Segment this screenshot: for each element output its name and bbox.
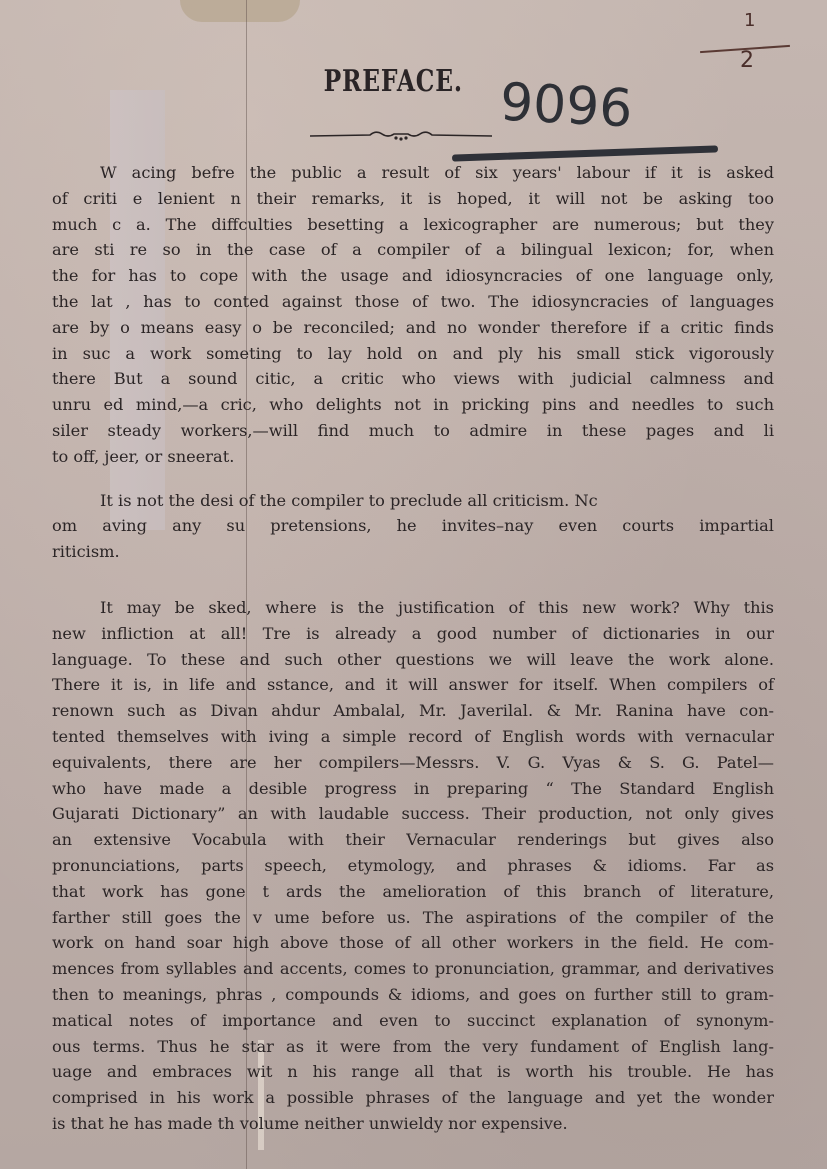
text-line: language. To these and such other questions we will leave the work alone. [52,649,774,669]
text-line: much c a. The diffculties besetting a lexicographer are numerous; but they [52,214,774,234]
water-stain [180,0,300,22]
text-line: work on hand soar high above those of all other workers in the field. He com- [52,933,774,953]
text-line: is that he has made th volume neither unwieldy nor expensive. [52,1113,568,1133]
handwritten-number: 9096 [498,72,634,140]
text-line: equivalents, there are her compilers—Messrs. V. G. Vyas & S. G. Patel— [52,752,774,772]
text-line: siler steady workers,—will find much to admire in these pages and li [52,420,774,440]
text-line: It is not the desi of the compiler to preclude all criticism. Nc [100,490,598,510]
text-line: unru ed mind,—a cric, who delights not in pricking pins and needles to such [52,395,774,415]
text-line: There it is, in life and sstance, and it will answer for itself. When compilers of [52,675,774,695]
text-line: uage and embraces wit n his range all that is worth his trouble. He has [52,1062,774,1082]
fraction-numerator: 1 [744,10,756,31]
text-line: are sti re so in the case of a compiler of a bilingual lexicon; for, when [52,240,774,260]
page-heading [0,64,827,99]
text-line: Gujarati Dictionary” an with laudable success. Their production, not only gives [52,804,774,824]
text-line: renown such as Divan ahdur Ambalal, Mr. Javerilal. & Mr. Ranina have con- [52,701,774,721]
text-line: to off, jeer, or sneerat. [52,446,235,466]
text-line: matical notes of importance and even to succinct explanation of synonym- [52,1010,774,1030]
fraction-denominator: 2 [740,48,754,73]
text-line: the lat , has to conted against those of two. The idiosyncracies of languages [52,291,774,311]
text-line: comprised in his work a possible phrases of the language and yet the wonder [52,1088,774,1108]
text-line: there But a sound citic, a critic who views with judicial calmness and [52,369,774,389]
paragraph-2 [52,488,774,565]
text-line: in suc a work someting to lay hold on and ply his small stick vigorously [52,343,774,363]
text-line: pronunciations, parts speech, etymology, and phrases & idioms. Far as [52,855,774,875]
text-line: tented themselves with iving a simple record of English words with vernacular [52,726,774,746]
text-line: mences from syllables and accents, comes to pronunciation, grammar, and derivatives [52,959,774,979]
page-title: PREFACE. [323,64,464,99]
text-line: W acing befre the public a result of six years' labour if it is asked [100,163,774,182]
text-line: of criti e lenient n their remarks, it is hoped, it will not be asking too [52,188,774,208]
ornament-divider-icon [310,128,492,142]
preface-body [52,160,774,1137]
text-line: farther still goes the v ume before us. The aspirations of the compiler of the [52,907,774,927]
text-line: riticism. [52,542,120,562]
text-line: It may be sked, where is the justification of this new work? Why this [100,597,774,617]
text-line: new infliction at all! Tre is already a good number of dictionaries in our [52,623,774,643]
text-line: the for has to cope with the usage and idiosyncracies of one language only, [52,266,774,286]
paragraph-3 [52,595,774,1137]
paragraph-1 [52,160,774,470]
text-line: are by o means easy o be reconciled; and no wonder therefore if a critic finds [52,317,774,337]
text-line: an extensive Vocabula with their Vernacular renderings but gives also [52,830,774,850]
text-line: ous terms. Thus he star as it were from the very fundament of English lang- [52,1036,774,1056]
text-line: who have made a desible progress in preparing “ The Standard English [52,778,774,798]
text-line: then to meanings, phras , compounds & idioms, and goes on further still to gram- [52,984,774,1004]
text-line: that work has gone t ards the amelioration of this branch of literature, [52,881,774,901]
text-line: om aving any su pretensions, he invites–nay even courts impartial [52,516,774,536]
